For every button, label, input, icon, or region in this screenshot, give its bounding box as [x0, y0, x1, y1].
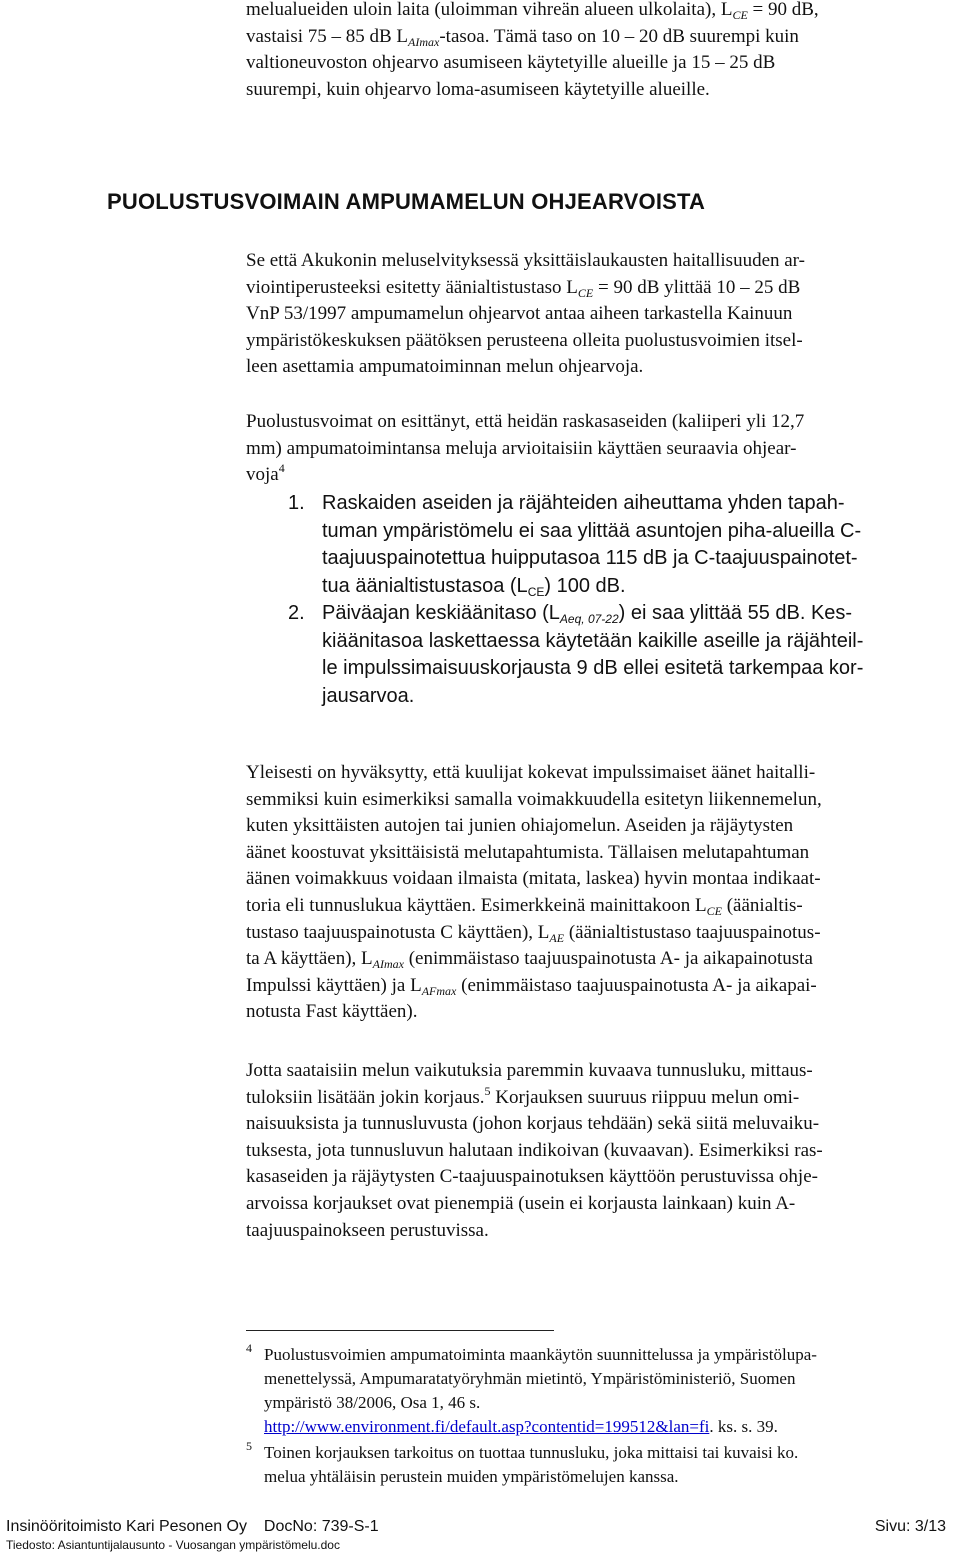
footnote-separator	[246, 1330, 554, 1331]
list-texts	[322, 490, 958, 710]
list-item	[322, 490, 958, 600]
para3-line-4: äänet koostuvat yksittäisistä melutapahtumista. Tällaisen melutapahtuman	[246, 841, 810, 863]
footnote-link[interactable]: http://www.environment.fi/default.asp?contentid=199512&lan=fi	[264, 1417, 710, 1436]
list2-line-3: le impulssimaisuuskorjausta 9 dB ellei esitetä tarkempaa kor-	[322, 657, 864, 679]
list2-line-2: kiäänitasoa laskettaessa käytetään kaikille aseille ja räjähteil-	[322, 629, 864, 652]
para2-line-1: Puolustusvoimat on esittänyt, että heidän raskasaseiden (kaliiperi yli 12,7	[246, 411, 805, 432]
para1-line-2: viointiperusteeksi esitetty äänialtistustaso $L_{CE} = 90$ dB ylittää 10 – 25 dB	[246, 276, 801, 300]
footnote4-line-3: ympäristö 38/2006, Osa 1, 46 s.	[264, 1393, 481, 1412]
para3-line-5: äänen voimakkuus voidaan ilmaista (mitata, laskea) hyvin montaa indikaat-	[246, 868, 821, 890]
footer-row	[6, 1518, 946, 1536]
list2-line-4: jausarvoa.	[322, 684, 415, 707]
footnote-number: 5	[246, 1439, 252, 1453]
list2-line-1: Päiväajan keskiäänitaso $(L_{Aeq, 07-22})$ ei saa ylittää 55 dB. Kes-	[322, 602, 853, 626]
para3-line-8: ta A käyttäen), $L_{AImax}$ (enimmäistaso taajuuspainotusta A- ja aikapainotusta	[246, 948, 813, 972]
footnote-ref-4[interactable]: 4	[278, 461, 285, 475]
list1-line-3: taajuuspainotettua huipputasoa 115 dB ja C-taajuuspainotet-	[322, 547, 858, 569]
footnote-ref-5[interactable]: 5	[484, 1083, 491, 1098]
list1-line-1: Raskaiden aseiden ja räjähteiden aiheuttama yhden tapah-	[322, 492, 845, 514]
footnote5-line-2: melua yhtäläisin perustein muiden ympäristömelujen kanssa.	[264, 1467, 679, 1486]
para4-line-1: Jotta saataisiin melun vaikutuksia paremmin kuvaava tunnusluku, mittaus-	[246, 1060, 813, 1081]
list-number-1: 1.	[288, 492, 305, 514]
intro-line-2: vastaisi 75 – 85 dB $L_{AImax}$-tasoa. Tämä taso on 10 – 20 dB suurempi kuin	[246, 25, 799, 49]
footer-docno: DocNo: 739-S-1	[263, 1518, 379, 1535]
paragraph-akukon	[246, 248, 958, 381]
para4-line-4: tuksesta, jota tunnusluvun halutaan indikoivan (kuvaavan). Esimerkiksi ras-	[246, 1139, 823, 1161]
footer-filename: Tiedosto: Asiantuntijalausunto - Vuosangan ympäristömelu.doc	[6, 1538, 340, 1552]
para3-line-2: semmiksi kuin esimerkiksi samalla voimakkuudella esitetyn liikennemelun,	[246, 788, 822, 810]
list-numbers	[288, 490, 305, 628]
para2-line-3: voja$^4$	[246, 461, 285, 485]
list-number-2: 2.	[288, 602, 305, 624]
footnote5-line-1: Toinen korjauksen tarkoitus on tuottaa tunnusluku, joka mittaisi tai kuvaisi ko.	[264, 1443, 799, 1462]
footnote-5	[246, 1441, 958, 1489]
para3-line-3: kuten yksittäisten autojen tai junien ohiajomelun. Aseiden ja räjäytysten	[246, 815, 794, 837]
para4-line-6: arvoissa korjaukset ovat pienempiä (usein ei korjausta lainkaan) kuin A-	[246, 1192, 796, 1214]
intro-line-4: suurempi, kuin ohjearvo loma-asumiseen käytetyille alueille.	[246, 78, 710, 100]
para1-line-3: VnP 53/1997 ampumamelun ohjearvot antaa aiheen tarkastella Kainuun	[246, 303, 793, 324]
para1-line-5: leen asettamia ampumatoiminnan melun ohjearvoja.	[246, 356, 644, 377]
list-item	[322, 600, 958, 710]
para4-line-7: taajuuspainokseen perustuvissa.	[246, 1219, 489, 1241]
para3-line-1: Yleisesti on hyväksytty, että kuulijat kokevat impulssimaiset äänet haitalli-	[246, 762, 816, 783]
footnote-4	[246, 1343, 958, 1439]
intro-paragraph	[246, 0, 958, 103]
para4-line-5: kasaseiden ja räjäytysten C-taajuuspainotuksen käyttöön perustuvissa ohje-	[246, 1166, 818, 1188]
para3-line-6: toria eli tunnuslukua käyttäen. Esimerkkeinä mainittakoon $L_{CE}$ (äänialtis-	[246, 894, 803, 918]
paragraph-correction	[246, 1058, 958, 1244]
footer-page: Sivu: 3/13	[874, 1518, 946, 1535]
para4-line-3: naisuuksista ja tunnusluvusta (johon korjaus tehdään) sekä siitä meluvaiku-	[246, 1113, 820, 1135]
paragraph-puolustusvoimat	[246, 409, 958, 489]
para1-line-4: ympäristökeskuksen päätöksen perusteena olleita puolustusvoimien itsel-	[246, 329, 803, 351]
section-heading: PUOLUSTUSVOIMAIN AMPUMAMELUN OHJEARVOISTA	[107, 189, 706, 214]
footnote-number: 4	[246, 1341, 252, 1355]
intro-line-3: valtioneuvoston ohjearvo asumiseen käytetyille alueille ja 15 – 25 dB	[246, 52, 776, 73]
footer-company: Insinööritoimisto Kari Pesonen Oy	[6, 1518, 247, 1535]
para1-line-1: Se että Akukonin meluselvityksessä yksittäislaukausten haitallisuuden ar-	[246, 250, 805, 271]
para2-line-2: mm) ampumatoimintansa meluja arvioitaisiin käyttäen seuraavia ohjear-	[246, 437, 797, 459]
paragraph-impulse	[246, 760, 958, 1026]
para3-line-9: Impulssi käyttäen) ja $L_{AFmax}$ (enimmäistaso taajuuspainotusta A- ja aikapai-	[246, 974, 817, 998]
para3-line-7: tustaso taajuuspainotusta C käyttäen), $L_{AE}$ (äänialtistustaso taajuuspainotus-	[246, 921, 821, 945]
footnote4-line-1: Puolustusvoimien ampumatoiminta maankäytön suunnittelussa ja ympäristölupa-	[264, 1345, 817, 1364]
para4-line-2: tuloksiin lisätään jokin korjaus.$^5$ Korjauksen suuruus riippuu melun omi-	[246, 1083, 800, 1108]
footnote4-line-2: menettelyssä, Ampumaratatyöryhmän mietintö, Ympäristöministeriö, Suomen	[264, 1369, 796, 1388]
list1-line-2: tuman ympäristömelu ei saa ylittää asuntojen piha-alueilla C-	[322, 519, 862, 542]
intro-line-1: melualueiden uloin laita (uloimman vihreän alueen ulkolaita), $L_{CE} = 90$ dB,	[246, 0, 819, 22]
list1-line-4: tua äänialtistustasoa $(L_{CE})$ 100 dB.	[322, 574, 626, 599]
footnote4-line-4: http://www.environment.fi/default.asp?contentid=199512&lan=fi. ks. s. 39.	[264, 1417, 778, 1436]
para3-line-10: notusta Fast käyttäen).	[246, 1001, 418, 1023]
